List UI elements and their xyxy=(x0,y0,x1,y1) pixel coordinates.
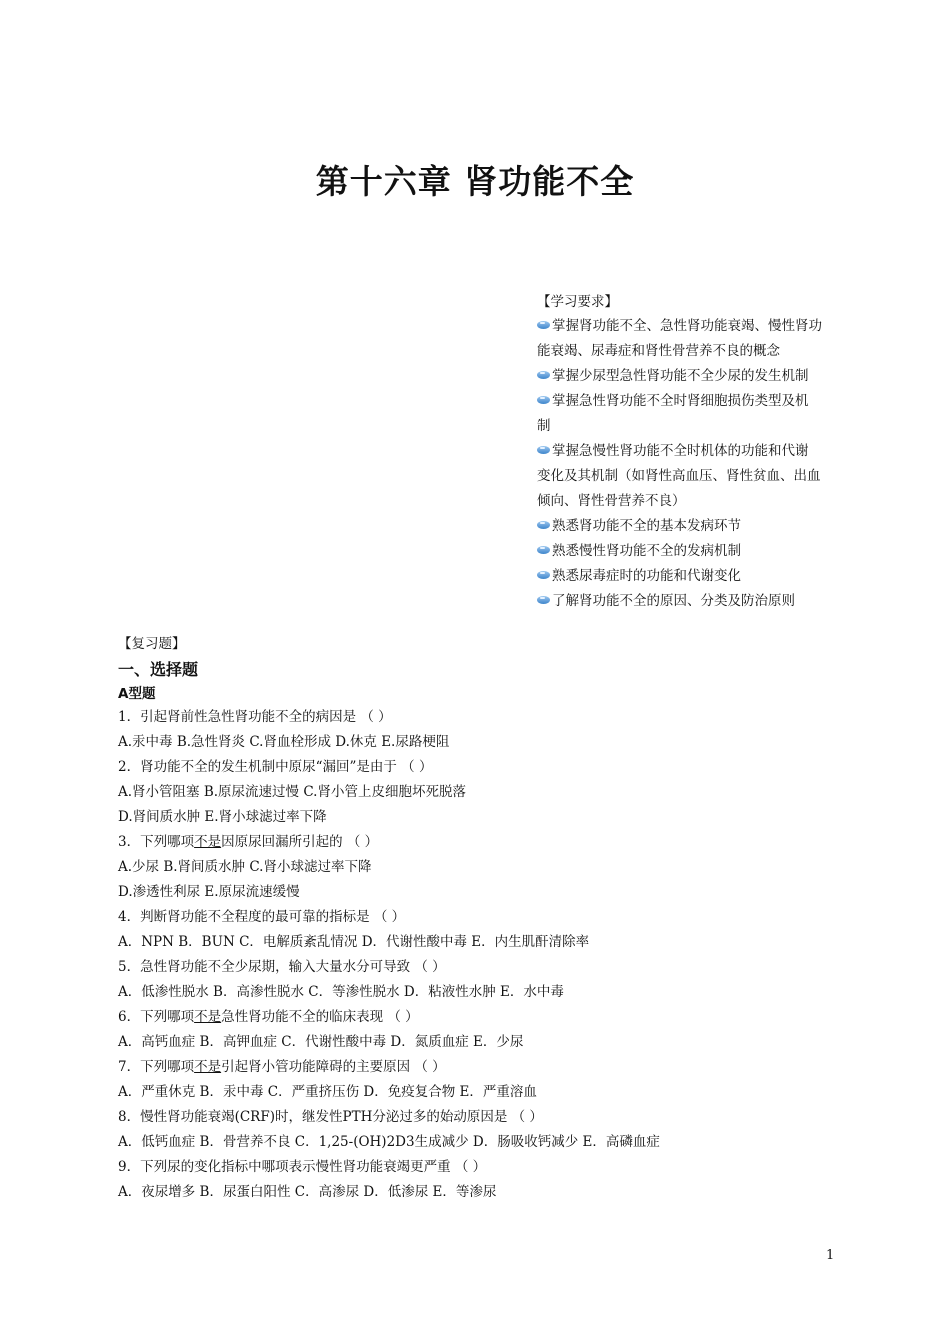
requirement-item xyxy=(537,564,837,589)
question-4: 4．判断肾功能不全程度的最可靠的指标是 （ ） xyxy=(118,909,406,925)
question-5-options: A．低渗性脱水 B．高渗性脱水 C．等渗性脱水 D．粘液性水肿 E．水中毒 xyxy=(118,984,564,1000)
bullet-icon xyxy=(537,571,550,579)
requirement-item xyxy=(537,414,837,439)
requirement-text: 熟悉肾功能不全的基本发病环节 xyxy=(552,518,741,534)
bullet-icon xyxy=(537,321,550,329)
question-text: 引起肾小管功能障碍的主要原因 （ ） xyxy=(221,1059,446,1075)
bullet-icon xyxy=(537,596,550,604)
question-5: 5．急性肾功能不全少尿期，输入大量水分可导致 （ ） xyxy=(118,959,446,975)
requirement-item xyxy=(537,389,837,414)
bullet-icon xyxy=(537,396,550,404)
requirement-text: 掌握肾功能不全、急性肾功能衰竭、慢性肾功 xyxy=(552,318,822,334)
question-3 xyxy=(118,830,838,855)
question-6 xyxy=(118,1005,838,1030)
question-text: 3．下列哪项 xyxy=(118,834,195,850)
question-4-options: A．NPN B．BUN C．电解质紊乱情况 D．代谢性酸中毒 E．内生肌酐清除率 xyxy=(118,934,590,950)
question-text: 7．下列哪项 xyxy=(118,1059,195,1075)
question-text: 6．下列哪项 xyxy=(118,1009,195,1025)
requirement-item xyxy=(537,514,837,539)
requirement-item xyxy=(537,339,837,364)
requirement-text: 能衰竭、尿毒症和肾性骨营养不良的概念 xyxy=(537,343,780,359)
review-heading: 【复习题】 xyxy=(118,636,186,652)
subsection-heading: A型题 xyxy=(118,686,156,702)
section-heading: 一、选择题 xyxy=(118,660,199,679)
review-questions xyxy=(118,632,838,1205)
question-3-options-cont: D.渗透性利尿 E.原尿流速缓慢 xyxy=(118,884,300,900)
requirement-text: 变化及其机制（如肾性高血压、肾性贫血、出血 xyxy=(537,468,821,484)
underlined-text: 不是 xyxy=(194,834,222,850)
bullet-icon xyxy=(537,446,550,454)
requirement-text: 熟悉慢性肾功能不全的发病机制 xyxy=(552,543,741,559)
requirement-text: 掌握急慢性肾功能不全时机体的功能和代谢 xyxy=(552,443,809,459)
question-7-options: A．严重休克 B．汞中毒 C．严重挤压伤 D．免疫复合物 E．严重溶血 xyxy=(118,1084,537,1100)
requirement-item xyxy=(537,539,837,564)
question-6-options: A．高钙血症 B．高钾血症 C．代谢性酸中毒 D．氮质血症 E．少尿 xyxy=(118,1034,524,1050)
question-3-options: A.少尿 B.肾间质水肿 C.肾小球滤过率下降 xyxy=(118,859,372,875)
underlined-text: 不是 xyxy=(194,1059,222,1075)
underlined-text: 不是 xyxy=(194,1009,222,1025)
question-2: 2．肾功能不全的发生机制中原尿“漏回”是由于 （ ） xyxy=(118,759,433,775)
requirement-text: 制 xyxy=(537,418,551,434)
requirement-item xyxy=(537,464,837,489)
bullet-icon xyxy=(537,521,550,529)
question-9-options: A．夜尿增多 B．尿蛋白阳性 C．高渗尿 D．低渗尿 E．等渗尿 xyxy=(118,1184,497,1200)
requirement-text: 掌握少尿型急性肾功能不全少尿的发生机制 xyxy=(552,368,809,384)
requirement-text: 了解肾功能不全的原因、分类及防治原则 xyxy=(552,593,795,609)
requirement-text: 掌握急性肾功能不全时肾细胞损伤类型及机 xyxy=(552,393,809,409)
question-9: 9．下列尿的变化指标中哪项表示慢性肾功能衰竭更严重 （ ） xyxy=(118,1159,487,1175)
question-text: 急性肾功能不全的临床表现 （ ） xyxy=(221,1009,419,1025)
requirement-item xyxy=(537,589,837,614)
bullet-icon xyxy=(537,546,550,554)
question-1: 1．引起肾前性急性肾功能不全的病因是 （ ） xyxy=(118,709,392,725)
learning-requirements xyxy=(537,292,837,614)
requirement-item xyxy=(537,364,837,389)
question-1-options: A.汞中毒 B.急性肾炎 C.肾血栓形成 D.休克 E.尿路梗阻 xyxy=(118,734,450,750)
requirement-item xyxy=(537,489,837,514)
requirement-text: 倾向、肾性骨营养不良） xyxy=(537,493,686,509)
bullet-icon xyxy=(537,371,550,379)
requirement-item xyxy=(537,314,837,339)
learning-requirements-heading: 【学习要求】 xyxy=(537,294,618,310)
question-2-options: A.肾小管阻塞 B.原尿流速过慢 C.肾小管上皮细胞坏死脱落 xyxy=(118,784,466,800)
question-text: 因原尿回漏所引起的 （ ） xyxy=(221,834,379,850)
requirement-item xyxy=(537,439,837,464)
chapter-title: 第十六章 肾功能不全 xyxy=(315,162,635,201)
requirement-text: 熟悉尿毒症时的功能和代谢变化 xyxy=(552,568,741,584)
question-8: 8．慢性肾功能衰竭(CRF)时，继发性PTH分泌过多的始动原因是 （ ） xyxy=(118,1109,543,1125)
question-2-options-cont: D.肾间质水肿 E.肾小球滤过率下降 xyxy=(118,809,327,825)
question-7 xyxy=(118,1055,838,1080)
page-number: 1 xyxy=(826,1248,835,1263)
question-8-options: A．低钙血症 B．骨营养不良 C．1,25-(OH)2D3生成减少 D．肠吸收钙减少 E．高磷血症 xyxy=(118,1134,660,1150)
